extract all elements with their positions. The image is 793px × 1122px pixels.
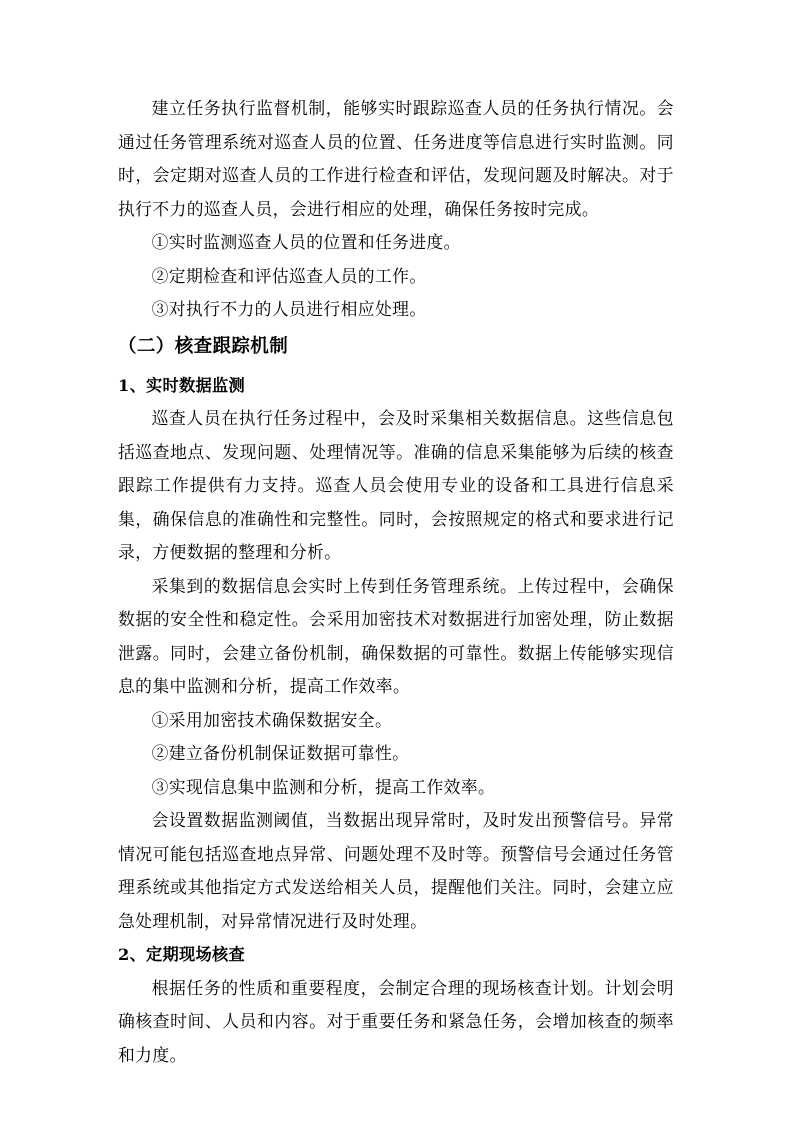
list-item: ①采用加密技术确保数据安全。 (151, 709, 393, 730)
section-heading: （二）核查跟踪机制 (118, 335, 289, 357)
paragraph-data-collection: 巡查人员在执行任务过程中，会及时采集相关数据信息。这些信息包括巡查地点、发现问题、处理情况等。准确的信息采集能够为后续的核查跟踪工作提供有力支持。巡查人员会使用专业的设备和工具进行信息采集，确保信息的准确性和完整性。同时，会按照规定的格式和要求进行记录，方便数据的整理和分析。 (118, 408, 674, 562)
list-item: ②建立备份机制保证数据可靠性。 (151, 743, 410, 763)
paragraph-onsite-plan: 根据任务的性质和重要程度，会制定合理的现场核查计划。计划会明确核查时间、人员和内容。对于重要任务和紧急任务，会增加核查的频率和力度。 (118, 977, 674, 1065)
document-page (118, 92, 674, 1072)
paragraph-supervision: 建立任务执行监督机制，能够实时跟踪巡查人员的任务执行情况。会通过任务管理系统对巡查人员的位置、任务进度等信息进行实时监测。同时，会定期对巡查人员的工作进行检查和评估，发现问题及时解决。对于执行不力的巡查人员，会进行相应的处理，确保任务按时完成。 (118, 98, 674, 219)
list-item: ③对执行不力的人员进行相应处理。 (151, 299, 427, 319)
subsection-heading-onsite: 2、定期现场核查 (118, 945, 245, 964)
paragraph-data-upload: 采集到的数据信息会实时上传到任务管理系统。上传过程中，会确保数据的安全性和稳定性。会采用加密技术对数据进行加密处理，防止数据泄露。同时，会建立备份机制，确保数据的可靠性。数据上传能够实现信息的集中监测和分析，提高工作效率。 (118, 575, 674, 696)
paragraph-threshold-alert: 会设置数据监测阈值，当数据出现异常时，及时发出预警信号。异常情况可能包括巡查地点异常、问题处理不及时等。预警信号会通过任务管理系统或其他指定方式发送给相关人员，提醒他们关注。同时，会建立应急处理机制，对异常情况进行及时处理。 (118, 810, 674, 931)
list-item: ①实时监测巡查人员的位置和任务进度。 (151, 232, 461, 252)
subsection-heading-realtime: 1、实时数据监测 (118, 375, 245, 395)
list-item: ③实现信息集中监测和分析，提高工作效率。 (151, 776, 496, 797)
list-item: ②定期检查和评估巡查人员的工作。 (151, 265, 427, 286)
